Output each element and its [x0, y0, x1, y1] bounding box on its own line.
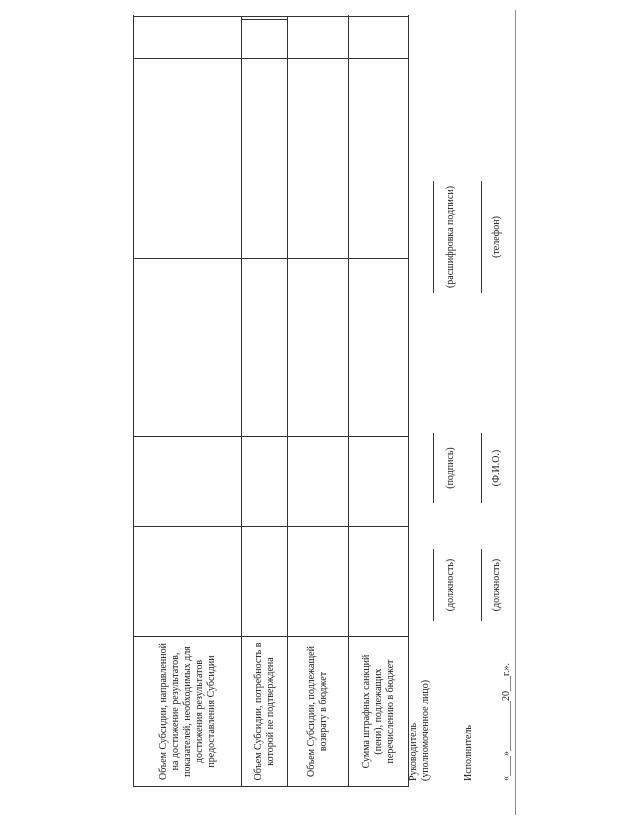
- exec-fio-caption: (Ф.И.О.): [491, 449, 502, 487]
- table-cell: [134, 59, 242, 259]
- row-label: Объем Субсидии, направленной на достижение результатов, показателей, необходимых для достижения результатов предоставления Субсидии: [134, 637, 242, 787]
- table-cell: [288, 259, 349, 437]
- date-line: «____»__________20___г.».: [501, 663, 512, 781]
- table-cell: [349, 16, 409, 58]
- table-row: [349, 16, 409, 786]
- exec-phone-line: [481, 181, 482, 293]
- table-cell: [288, 59, 349, 259]
- head-decode-caption: (расшифровка подписи): [445, 185, 456, 289]
- rotated-page-content: [45, 9, 515, 815]
- table-cell: [242, 20, 288, 59]
- table-cell: [349, 437, 409, 527]
- head-signature-caption: (подпись): [445, 447, 456, 489]
- head-position-caption: (должность): [445, 558, 456, 612]
- table-cell: [288, 437, 349, 527]
- exec-phone-caption: (телефон): [491, 216, 502, 258]
- table-cell: [242, 437, 288, 527]
- table-cell: [134, 437, 242, 527]
- exec-position-line: [481, 549, 482, 621]
- table-cell: [134, 259, 242, 437]
- row-label: Объем Субсидии, подлежащей возврату в бюджет: [288, 637, 349, 787]
- table-cell: [349, 527, 409, 637]
- head-label: Руководитель: [408, 722, 419, 781]
- head-position-line: [433, 549, 434, 621]
- table-cell: [242, 259, 288, 437]
- row-label: Сумма штрафных санкций (пени), подлежащих перечислению в бюджет: [349, 637, 409, 787]
- exec-fio-line: [481, 433, 482, 503]
- head-sublabel: (уполномоченное лицо): [420, 679, 431, 781]
- table-cell: [288, 527, 349, 637]
- table-cell: [288, 16, 349, 58]
- table-cell: [134, 527, 242, 637]
- exec-position-caption: (должность): [491, 558, 502, 612]
- table-cell: [349, 59, 409, 259]
- table-cell: [349, 259, 409, 437]
- table-cell: [242, 527, 288, 637]
- table-cell: [242, 17, 288, 20]
- subsidy-report-table: [133, 16, 409, 787]
- head-signature-line: [433, 433, 434, 503]
- table-row: [242, 16, 288, 786]
- page-edge-line: [515, 10, 516, 815]
- table-cell: [134, 16, 242, 58]
- table-cell: [242, 59, 288, 259]
- table-row: [134, 16, 242, 786]
- table-row: [288, 16, 349, 786]
- row-label: Объем Субсидии, потребность в которой не подтверждена: [242, 637, 288, 787]
- head-decode-line: [433, 181, 434, 293]
- executor-label: Исполнитель: [463, 725, 474, 781]
